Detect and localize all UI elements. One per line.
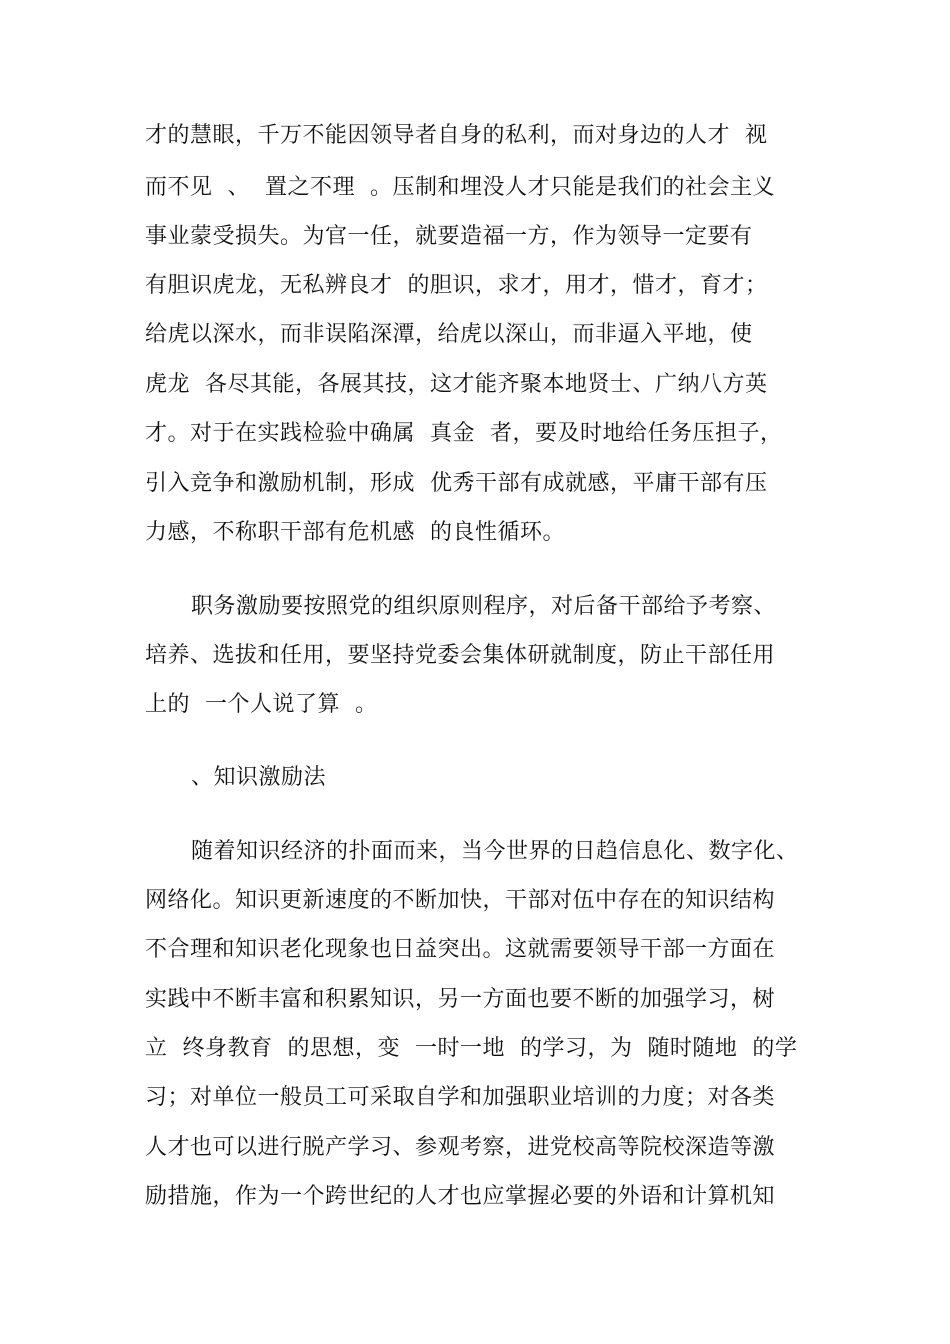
paragraph-3-line-8: 励措施，作为一个跨世纪的人才也应掌握必要的外语和计算机知 (145, 1184, 776, 1209)
paragraph-3-line-3: 不合理和知识老化现象也日益突出。这就需要领导干部一方面在 (145, 937, 776, 962)
paragraph-3-line-5: 立 终身教育 的思想，变 一时一地 的学习，为 随时随地 的学 (145, 1036, 798, 1061)
paragraph-3-line-7: 人才也可以进行脱产学习、参观考察，进党校高等院校深造等激 (145, 1135, 776, 1160)
paragraph-1-line-1: 才的慧眼，千万不能因领导者自身的私利，而对身边的人才 视 (145, 123, 768, 148)
paragraph-2-line-3: 上的 一个人说了算 。 (145, 692, 378, 717)
paragraph-1-line-7: 才。对于在实践检验中确属 真金 者，要及时地给任务压担子， (145, 421, 783, 446)
paragraph-3-line-6: 习；对单位一般员工可采取自学和加强职业培训的力度；对各类 (145, 1085, 776, 1110)
paragraph-1-line-4: 有胆识虎龙，无私辨良才 的胆识，求才，用才，惜才，育才； (145, 273, 768, 298)
paragraph-3-line-1: 随着知识经济的扑面而来，当今世界的日趋信息化、数字化、 (191, 839, 799, 864)
paragraph-1-line-2: 而不见 、 置之不理 。压制和埋没人才只能是我们的社会主义 (145, 175, 775, 200)
section-heading: 、知识激励法 (191, 765, 327, 790)
paragraph-1-line-3: 事业蒙受损失。为官一任，就要造福一方，作为领导一定要有 (145, 224, 753, 249)
paragraph-3-line-4: 实践中不断丰富和积累知识，另一方面也要不断的加强学习，树 (145, 987, 776, 1012)
paragraph-2-line-1: 职务激励要按照党的组织原则程序，对后备干部给予考察、 (191, 594, 777, 619)
paragraph-3-line-2: 网络化。知识更新速度的不断加快，干部对伍中存在的知识结构 (145, 888, 776, 913)
paragraph-1-line-5: 给虎以深水，而非误陷深潭，给虎以深山，而非逼入平地，使 (145, 322, 753, 347)
paragraph-1-line-6: 虎龙 各尽其能，各展其技，这才能齐聚本地贤士、广纳八方英 (145, 372, 768, 397)
paragraph-1-line-9: 力感，不称职干部有危机感 的良性循环。 (145, 520, 565, 545)
paragraph-1-line-8: 引入竞争和激励机制，形成 优秀干部有成就感，平庸干部有压 (145, 471, 768, 496)
paragraph-2-line-2: 培养、选拔和任用，要坚持党委会集体研就制度，防止干部任用 (145, 643, 776, 668)
